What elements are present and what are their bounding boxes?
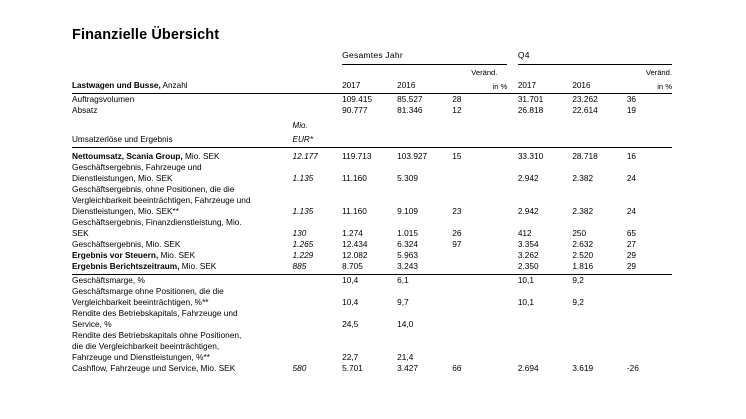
- spacer-cell: [293, 308, 672, 319]
- row-q4chg-net-income: 29: [627, 261, 672, 275]
- spacer-cell: [293, 341, 672, 352]
- row-label-operating-margin: Geschäftsmarge, %: [72, 275, 145, 285]
- row-label-absatz: Absatz: [72, 105, 98, 115]
- mio-eur-label-row: [72, 121, 672, 131]
- row-fy2016-return-capital-adj: 21,4: [397, 352, 414, 362]
- row-mio-return-capital-adj: [293, 352, 343, 363]
- table-row: [72, 151, 672, 162]
- row-label-op-income-financial-line1: Geschäftsergebnis, Finanzdienstleistung, Mio.: [72, 217, 242, 227]
- col-header-q4-change-pct: in %: [627, 77, 672, 94]
- row-label-return-capital-line2: Service, %: [72, 319, 112, 329]
- row-fychg-absatz: 12: [452, 105, 462, 115]
- row-label-op-income-adj-line2: Vergleichbarkeit beeinträchtigen, Fahrzeuge und: [72, 195, 251, 205]
- row-q42017-cashflow: 2.694: [517, 363, 539, 373]
- spacer-cell: [572, 68, 627, 77]
- row-q4chg-auftragsvolumen: 36: [626, 94, 637, 104]
- row-mio-op-income-total: 1.265: [292, 239, 314, 249]
- row-label-income-before-taxes: Ergebnis vor Steuern, Mio. SEK: [72, 250, 196, 260]
- row-mio-op-income-financial: 130: [292, 228, 307, 238]
- row-fychg-income-before-taxes: [452, 250, 507, 261]
- row-q4chg-return-capital: [627, 319, 672, 330]
- spacer-cell: [293, 50, 343, 65]
- row-q42017-op-income-vehicles: 2.942: [517, 173, 539, 183]
- row-label-op-income-vehicles-line1: Geschäftsergebnis, Fahrzeuge und: [72, 162, 202, 172]
- row-fychg-return-capital: [452, 319, 507, 330]
- row-label-op-income-adj-line1: Geschäftsergebnis, ohne Positionen, die die: [72, 184, 235, 194]
- spacer-cell: [507, 352, 517, 363]
- spacer-cell: [72, 50, 293, 65]
- row-label-nettoumsatz: Nettoumsatz, Scania Group, Mio. SEK: [72, 151, 220, 161]
- spacer-cell: [293, 330, 672, 341]
- row-fy2017-return-capital-adj: 22,7: [342, 352, 359, 362]
- spacer-cell: [293, 286, 672, 297]
- spacer-cell: [507, 261, 517, 275]
- row-q42016-operating-margin-adj: 9,2: [572, 297, 584, 307]
- row-q42016-absatz: 22.614: [572, 105, 598, 115]
- row-mio-income-before-taxes: 1.229: [292, 250, 314, 260]
- table-row-continuation: [72, 341, 672, 352]
- row-fychg-nettoumsatz: 15: [452, 151, 462, 161]
- row-fy2016-income-before-taxes: 5.963: [397, 250, 418, 260]
- row-mio-operating-margin-adj: [293, 297, 343, 308]
- row-label-net-income: Ergebnis Berichtszeitraum, Mio. SEK: [72, 261, 293, 275]
- spacer-cell: [507, 228, 517, 239]
- table-row-continuation: [72, 308, 672, 319]
- row-q4chg-nettoumsatz: 16: [626, 151, 637, 161]
- row-fychg-auftragsvolumen: 28: [452, 94, 462, 104]
- table-row-continuation: [72, 330, 672, 341]
- spacer-cell: [342, 131, 672, 148]
- row-fy2016-op-income-vehicles: 5.309: [397, 173, 418, 183]
- spacer-cell: [507, 173, 517, 184]
- row-mio-net-income: 885: [293, 261, 343, 275]
- col-header-fy-2017: 2017: [342, 77, 397, 94]
- row-q42016-return-capital-adj: [572, 352, 627, 363]
- row-q42017-income-before-taxes: 3.262: [517, 250, 539, 260]
- mio-header-line2: EUR*: [293, 131, 343, 148]
- row-mio-return-capital: [293, 319, 343, 330]
- row-label-op-income-adj-line3: Dienstleistungen, Mio. SEK**: [72, 206, 179, 216]
- row-q42017-op-income-total: 3.354: [517, 239, 539, 249]
- spacer-cell: [293, 162, 672, 173]
- row-fy2016-op-income-financial: 1.015: [397, 228, 418, 238]
- table-change-label-row: [72, 68, 672, 77]
- row-mio-cashflow: 580: [292, 363, 307, 373]
- row-label-cashflow: Cashflow, Fahrzeuge und Service, Mio. SEK: [72, 363, 236, 373]
- row-q42016-op-income-financial: 250: [572, 228, 587, 238]
- spacer-cell: [72, 68, 293, 77]
- spacer-cell: [507, 94, 517, 106]
- row-fy2016-nettoumsatz: 103.927: [397, 151, 428, 161]
- col-header-fy-2016: 2016: [397, 77, 452, 94]
- row-fy2016-return-capital: 14,0: [397, 319, 414, 329]
- row-fychg-net-income: [452, 261, 507, 275]
- table-row: [72, 363, 672, 374]
- spacer-cell: [507, 239, 517, 250]
- row-fy2017-return-capital: 24,5: [342, 319, 359, 329]
- row-fy2016-operating-margin: 6,1: [397, 275, 409, 285]
- spacer-cell: [293, 68, 343, 77]
- row-fychg-op-income-total: 97: [452, 239, 462, 249]
- row-fy2017-op-income-adj: 11.160: [342, 206, 367, 216]
- row-label-op-income-vehicles-line2: Dienstleistungen, Mio. SEK: [72, 173, 173, 183]
- row-q4chg-op-income-financial: 65: [626, 228, 637, 238]
- row-q42016-nettoumsatz: 28.718: [572, 151, 598, 161]
- spacer-cell: [293, 77, 343, 94]
- row-q4chg-absatz: 19: [626, 105, 637, 115]
- row-fy2017-op-income-financial: 1.274: [342, 228, 363, 238]
- col-header-fy-change-pct: in %: [452, 77, 507, 94]
- row-q4chg-operating-margin-adj: [627, 297, 672, 308]
- row-label-operating-margin-adj-line1: Geschäftsmarge ohne Positionen, die die: [72, 286, 224, 296]
- table-row: [72, 352, 672, 363]
- row-fychg-op-income-vehicles: [452, 173, 507, 184]
- row-fy2016-cashflow: 3.427: [397, 363, 418, 373]
- table-row-continuation: [72, 286, 672, 297]
- row-label-auftragsvolumen: Auftragsvolumen: [72, 94, 135, 104]
- table-row: [72, 261, 672, 275]
- row-q42016-op-income-vehicles: 2.382: [572, 173, 594, 183]
- spacer-cell: [507, 250, 517, 261]
- table-row: [72, 228, 672, 239]
- section-title-trucks-buses: Lastwagen und Busse, Anzahl: [72, 77, 293, 94]
- row-fy2016-auftragsvolumen: 85.527: [397, 94, 423, 104]
- row-q42016-cashflow: 3.619: [572, 363, 594, 373]
- row-mio-nettoumsatz: 12.177: [292, 151, 318, 161]
- section-header-trucks-buses: [72, 77, 672, 94]
- spacer-cell: [507, 319, 517, 330]
- row-fy2017-absatz: 90.777: [342, 105, 368, 115]
- row-mio-auftragsvolumen: [293, 94, 343, 106]
- table-row: [72, 275, 672, 287]
- table-row-continuation: [72, 184, 672, 195]
- table-group-header-row: [72, 50, 672, 65]
- row-label-operating-margin-adj-line2: Vergleichbarkeit beeinträchtigen, %**: [72, 297, 209, 307]
- row-fy2016-absatz: 81.346: [397, 105, 423, 115]
- group-header-full-year: Gesamtes Jahr: [342, 50, 507, 65]
- row-q42017-absatz: 26.818: [517, 105, 544, 115]
- row-q42017-operating-margin: 10,1: [517, 275, 534, 285]
- mio-header-line1: Mio.: [292, 121, 308, 130]
- spacer-cell: [507, 151, 517, 162]
- row-q4chg-op-income-total: 27: [626, 239, 637, 249]
- spacer-cell: [507, 206, 517, 217]
- table-row: [72, 173, 672, 184]
- row-fychg-return-capital-adj: [452, 352, 507, 363]
- row-mio-op-income-vehicles: 1.135: [292, 173, 314, 183]
- table-row: [72, 297, 672, 308]
- spacer-cell: [507, 68, 517, 77]
- row-mio-operating-margin: [293, 275, 343, 287]
- row-q42016-op-income-total: 2.632: [572, 239, 594, 249]
- spacer-cell: [507, 105, 517, 116]
- table-row: [72, 206, 672, 217]
- row-fy2016-op-income-adj: 9.109: [397, 206, 418, 216]
- group-header-q4: Q4: [518, 50, 672, 65]
- table-row-continuation: [72, 217, 672, 228]
- row-fychg-op-income-financial: 26: [452, 228, 462, 238]
- row-label-return-capital-line1: Rendite des Betriebskapitals, Fahrzeuge und: [72, 308, 238, 318]
- row-label-return-capital-adj-line2: die die Vergleichbarkeit beeinträchtigen,: [72, 341, 220, 351]
- row-q4chg-op-income-vehicles: 24: [626, 173, 637, 183]
- spacer-cell: [72, 121, 293, 131]
- row-q42016-return-capital: [572, 319, 627, 330]
- table-row: [72, 250, 672, 261]
- table-row: [72, 105, 672, 116]
- row-q42016-net-income: 1.816: [572, 261, 627, 275]
- row-q4chg-cashflow: -26: [626, 363, 639, 373]
- row-q42016-operating-margin: 9,2: [572, 275, 584, 285]
- row-q4chg-op-income-adj: 24: [626, 206, 637, 216]
- row-fychg-operating-margin: [452, 275, 507, 287]
- spacer-cell: [397, 68, 452, 77]
- table-row-continuation: [72, 195, 672, 206]
- row-fy2017-auftragsvolumen: 109.415: [342, 94, 373, 104]
- row-fychg-operating-margin-adj: [452, 297, 507, 308]
- q4-change-label-top: Veränd.: [645, 68, 672, 77]
- spacer-cell: [293, 195, 672, 206]
- row-fy2017-net-income: 8.705: [342, 261, 397, 275]
- row-mio-absatz: [293, 105, 343, 116]
- section-header-revenue-earnings: [72, 131, 672, 148]
- row-label-return-capital-adj-line1: Rendite des Betriebskapitals ohne Positionen,: [72, 330, 242, 340]
- financial-overview-table: [72, 50, 672, 374]
- row-fy2017-op-income-vehicles: 11.160: [342, 173, 367, 183]
- spacer-cell: [342, 121, 672, 131]
- row-q42017-op-income-adj: 2.942: [517, 206, 539, 216]
- spacer-cell: [507, 297, 517, 308]
- row-label-return-capital-adj-line3: Fahrzeuge und Dienstleistungen, %**: [72, 352, 210, 362]
- table-row: [72, 239, 672, 250]
- row-fy2017-cashflow: 5.701: [342, 363, 363, 373]
- row-q4chg-return-capital-adj: [627, 352, 672, 363]
- col-header-q4-2017: 2017: [518, 77, 573, 94]
- row-q4chg-operating-margin: [627, 275, 672, 287]
- row-q42016-income-before-taxes: 2.520: [572, 250, 594, 260]
- spacer-cell: [507, 275, 517, 287]
- page-title: Finanzielle Übersicht: [72, 27, 220, 43]
- row-label-op-income-financial-line2: SEK: [72, 228, 89, 238]
- spacer-cell: [342, 68, 397, 77]
- spacer-cell: [293, 184, 672, 195]
- row-q42017-operating-margin-adj: 10,1: [517, 297, 534, 307]
- spacer-cell: [518, 68, 573, 77]
- col-header-q4-2016: 2016: [572, 77, 627, 94]
- row-q42017-return-capital: [518, 319, 573, 330]
- spacer-cell: [507, 77, 517, 94]
- row-label-op-income-total: Geschäftsergebnis, Mio. SEK: [72, 239, 181, 249]
- spacer-cell: [507, 363, 517, 374]
- section-title-revenue-earnings: Umsatzerlöse und Ergebnis: [72, 131, 293, 148]
- row-q42017-net-income: 2.350: [518, 261, 573, 275]
- row-fy2017-nettoumsatz: 119.713: [342, 151, 372, 161]
- row-fy2017-operating-margin: 10,4: [342, 275, 359, 285]
- spacer-cell: [293, 217, 672, 228]
- row-q42017-op-income-financial: 412: [517, 228, 532, 238]
- row-fy2017-operating-margin-adj: 10,4: [342, 297, 359, 307]
- row-mio-op-income-adj: 1.135: [292, 206, 314, 216]
- fy-change-label-top: Veränd.: [471, 68, 498, 77]
- row-q42017-auftragsvolumen: 31.701: [517, 94, 544, 104]
- row-fy2016-net-income: 3.243: [397, 261, 452, 275]
- row-q42017-nettoumsatz: 33.310: [517, 151, 544, 161]
- table-row-continuation: [72, 162, 672, 173]
- row-fy2017-op-income-total: 12.434: [342, 239, 368, 249]
- spacer-cell: [507, 50, 517, 65]
- row-q42017-return-capital-adj: [518, 352, 573, 363]
- row-fychg-op-income-adj: 23: [452, 206, 462, 216]
- row-fy2016-operating-margin-adj: 9,7: [397, 297, 409, 307]
- row-q4chg-income-before-taxes: 29: [626, 250, 637, 260]
- row-q42016-auftragsvolumen: 23.262: [572, 94, 598, 104]
- table-row: [72, 319, 672, 330]
- row-fy2016-op-income-total: 6.324: [397, 239, 418, 249]
- table-row: [72, 94, 672, 106]
- row-fychg-cashflow: 66: [452, 363, 462, 373]
- row-q42016-op-income-adj: 2.382: [572, 206, 594, 216]
- row-fy2017-income-before-taxes: 12.082: [342, 250, 368, 260]
